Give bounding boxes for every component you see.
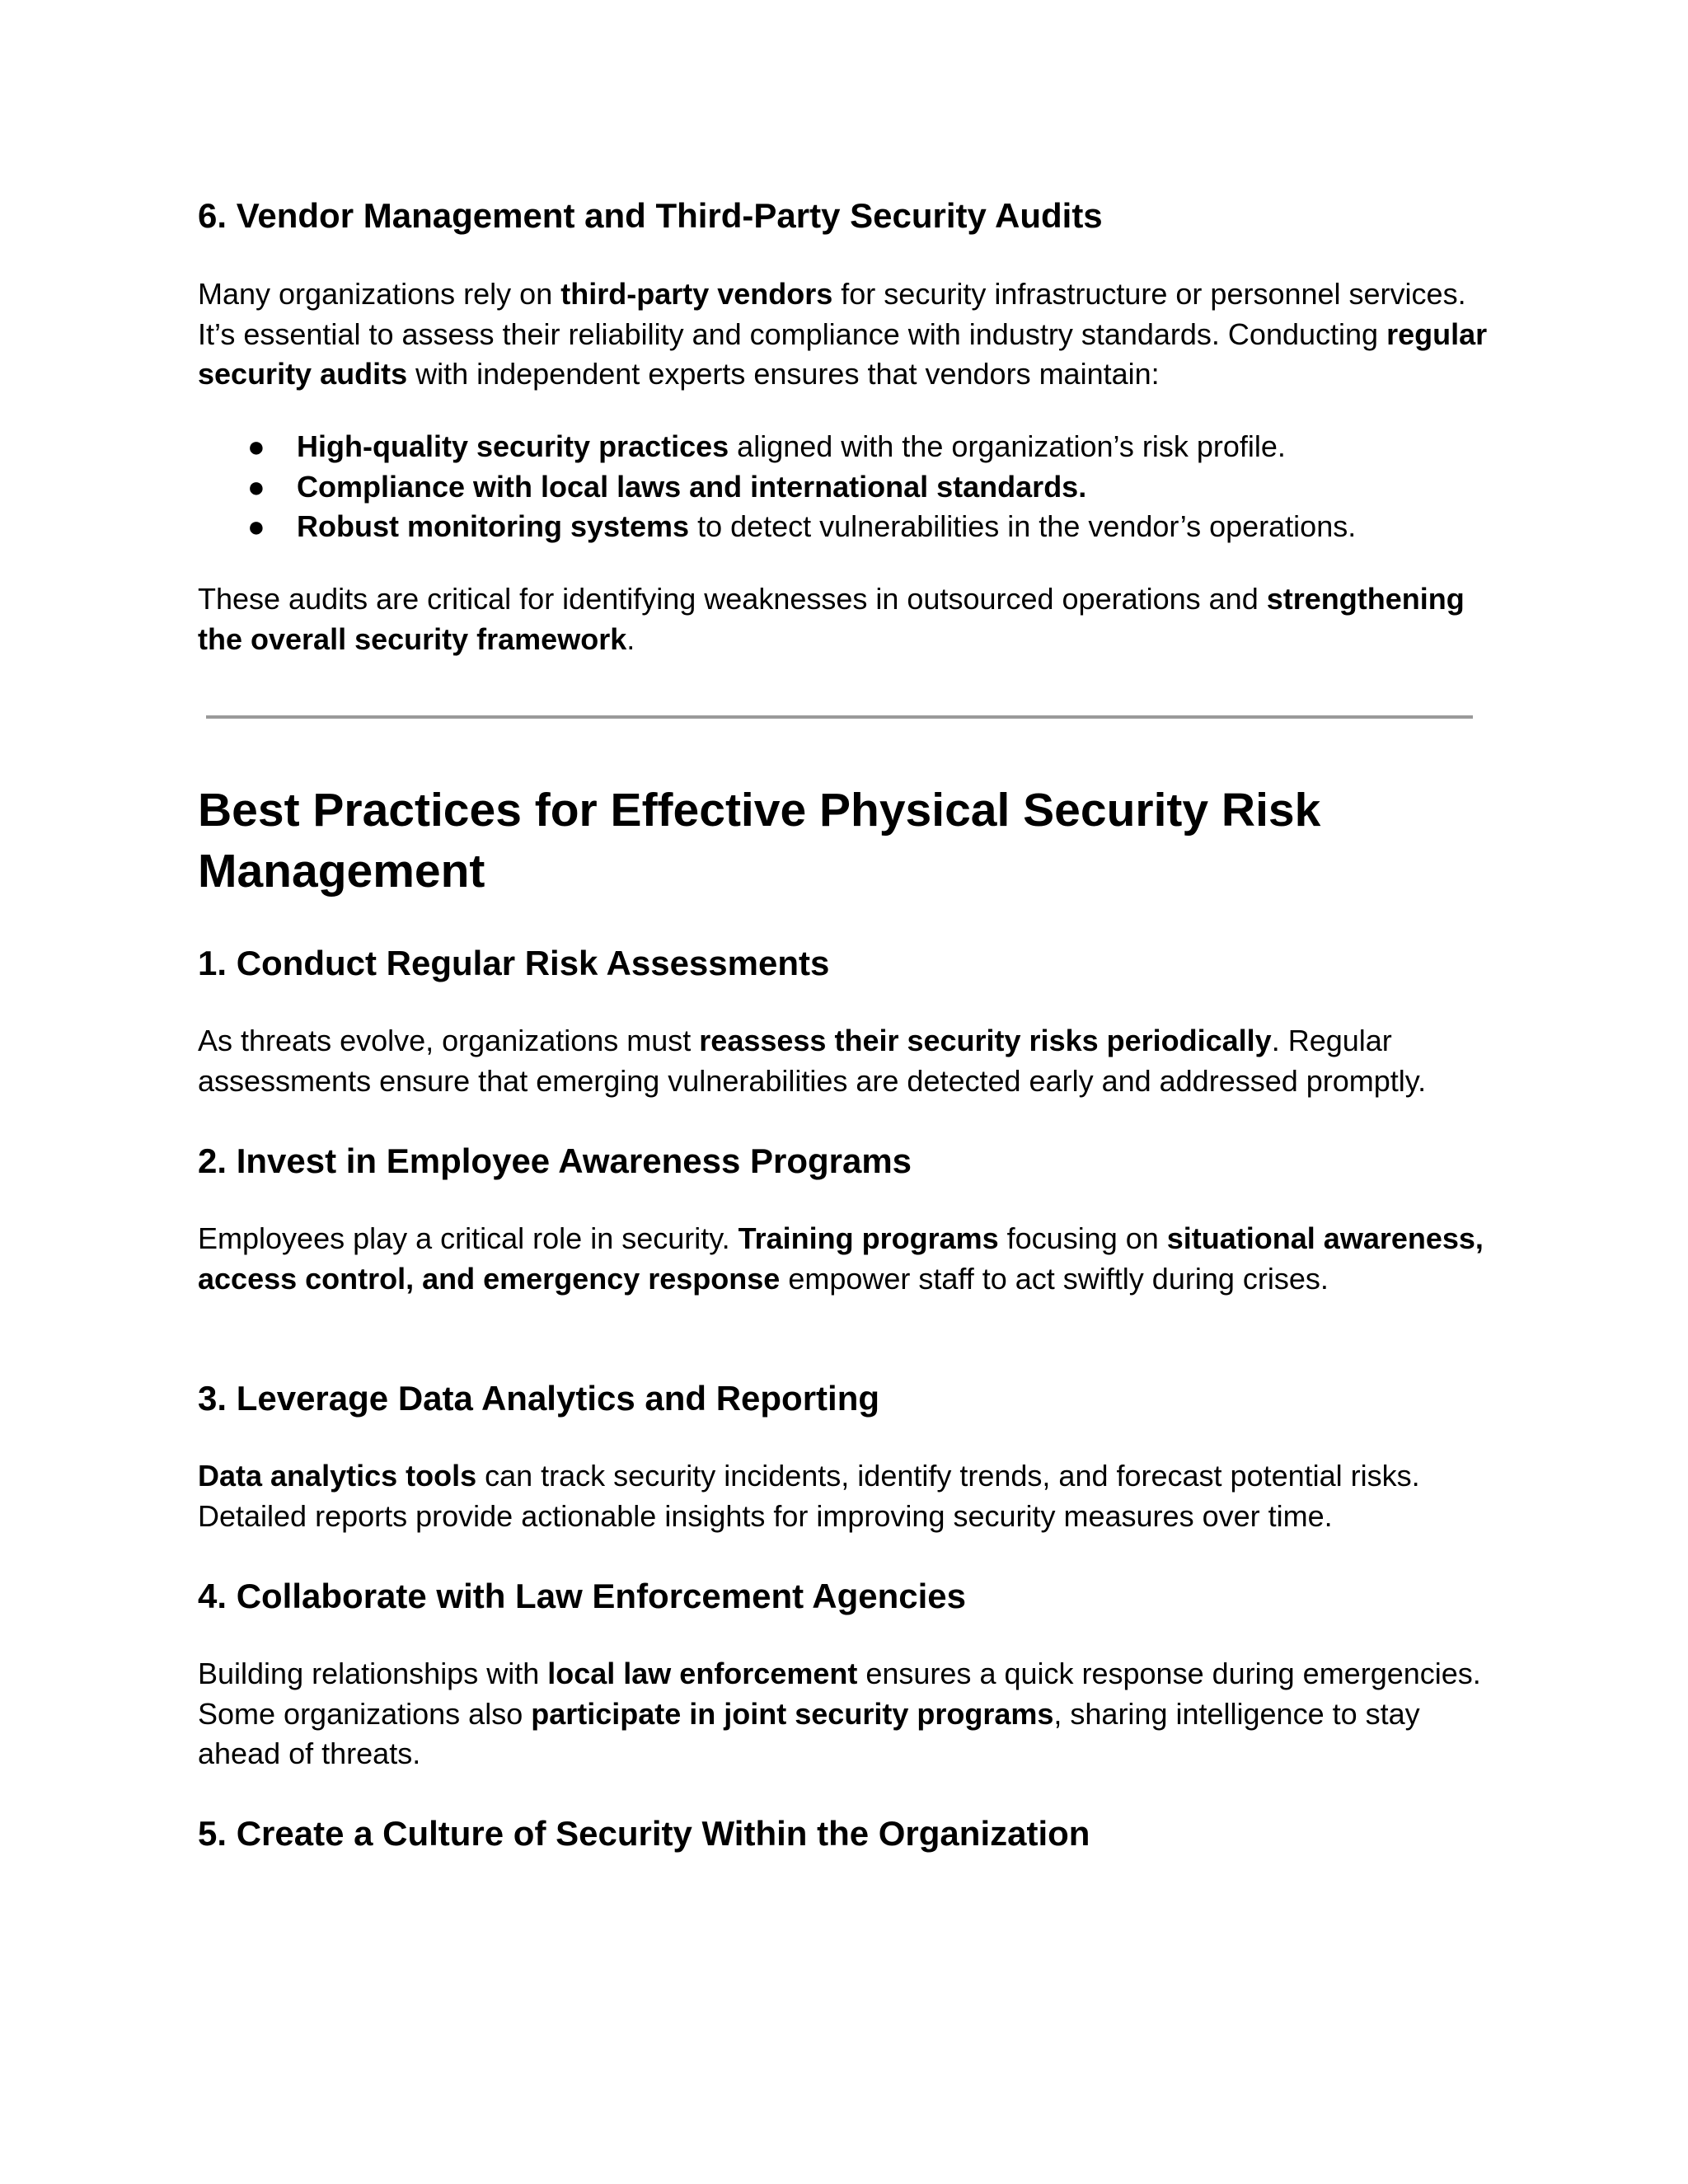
list-item: ● High-quality security practices aligned with the organization’s risk profile. [198, 427, 1500, 467]
vendor-requirements-list [198, 427, 1500, 547]
section-6-closing-paragraph: These audits are critical for identifying weaknesses in outsourced operations and strengthening the overall security framework. [198, 582, 1465, 656]
practice-1-paragraph: As threats evolve, organizations must reassess their security risks periodically. Regular assessments ensure that emerging vulnerabilities are detected early and addressed promptly. [198, 1024, 1427, 1098]
practice-3-paragraph: Data analytics tools can track security incidents, identify trends, and forecast potential risks. Detailed reports provide actionable insights for improving security measures over time. [198, 1459, 1420, 1533]
practice-1-heading: 1. Conduct Regular Risk Assessments [198, 944, 830, 982]
bullet-icon: ● [247, 469, 265, 504]
best-practices-title: Best Practices for Effective Physical Security Risk Management [198, 784, 1321, 898]
horizontal-divider [206, 715, 1473, 719]
practice-4-paragraph: Building relationships with local law enforcement ensures a quick response during emergencies. Some organizations also participate in joint security programs, sharing intelligence to stay ahead of threats. [198, 1657, 1481, 1770]
bullet-icon: ● [247, 509, 265, 543]
section-6-intro-paragraph: Many organizations rely on third-party vendors for security infrastructure or personnel services. It’s essential to assess their reliability and compliance with industry standards. Conducting regular security audits with independent experts ensures that vendors maintain: [198, 277, 1488, 391]
bullet-icon: ● [247, 429, 265, 463]
practice-4-heading: 4. Collaborate with Law Enforcement Agencies [198, 1577, 966, 1615]
practice-5-heading: 5. Create a Culture of Security Within the Organization [198, 1814, 1090, 1853]
section-6-heading: 6. Vendor Management and Third-Party Security Audits [198, 196, 1103, 235]
practice-3-heading: 3. Leverage Data Analytics and Reporting [198, 1379, 880, 1418]
list-item: ● Compliance with local laws and international standards. [198, 467, 1500, 508]
list-item: ● Robust monitoring systems to detect vulnerabilities in the vendor’s operations. [198, 507, 1500, 547]
practice-2-heading: 2. Invest in Employee Awareness Programs [198, 1141, 912, 1180]
practice-2-paragraph: Employees play a critical role in security. Training programs focusing on situational awareness, access control, and emergency response empower staff to act swiftly during crises. [198, 1221, 1484, 1296]
